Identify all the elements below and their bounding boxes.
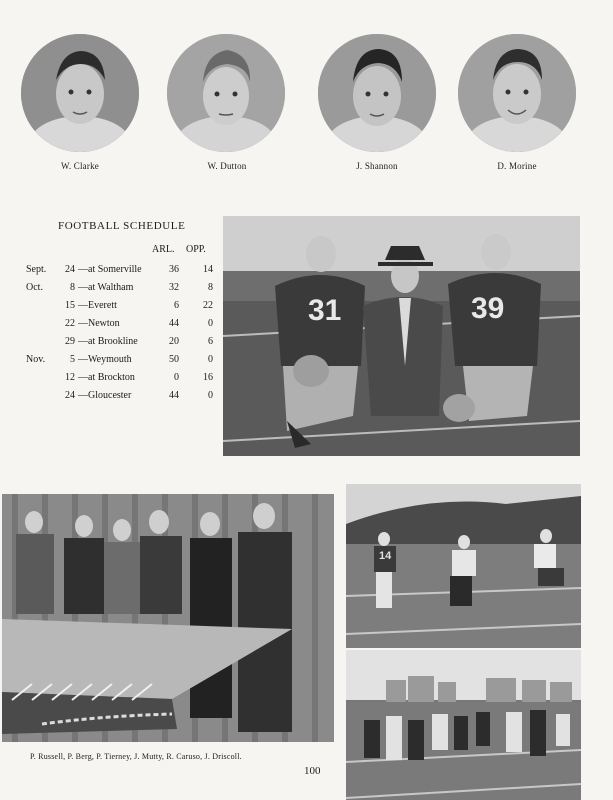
schedule-row: 29 —at Brookline 20 6	[65, 336, 213, 347]
portrait-morine	[458, 34, 576, 152]
jersey-number: 39	[471, 292, 505, 325]
portrait-name: D. Morine	[497, 161, 537, 171]
portrait-name: W. Clarke	[61, 161, 99, 171]
schedule-row: Oct. 8 —at Waltham 32 8	[26, 282, 213, 293]
game-action-photo-1	[346, 484, 581, 648]
schedule-row: 22 —Newton 44 0	[65, 318, 213, 329]
schedule-title: FOOTBALL SCHEDULE	[58, 220, 186, 232]
jersey-number: 31	[308, 294, 342, 327]
page-number: 100	[304, 765, 321, 777]
schedule-row: 12 —at Brockton 0 16	[65, 372, 213, 383]
column-header-arl: ARL.	[152, 244, 175, 255]
schedule-row: Nov. 5 —Weymouth 50 0	[26, 354, 213, 365]
captains-coach-photo	[223, 216, 580, 456]
trampoline-group-photo	[2, 494, 334, 742]
jersey-number: 14	[379, 550, 392, 562]
schedule-row: 15 —Everett 6 22	[65, 300, 213, 311]
column-header-opp: OPP.	[186, 244, 206, 255]
portrait-shannon	[318, 34, 436, 152]
schedule-row: Sept. 24 —at Somerville 36 14	[26, 264, 213, 275]
portrait-name: W. Dutton	[207, 161, 247, 171]
schedule-row: 24 —Gloucester 44 0	[65, 390, 213, 401]
portrait-clarke	[21, 34, 139, 152]
portrait-name: J. Shannon	[356, 161, 398, 171]
portrait-dutton	[167, 34, 285, 152]
photo-caption: P. Russell, P. Berg, P. Tierney, J. Mutty, R. Caruso, J. Driscoll.	[30, 752, 242, 761]
game-action-photo-2	[346, 650, 581, 800]
